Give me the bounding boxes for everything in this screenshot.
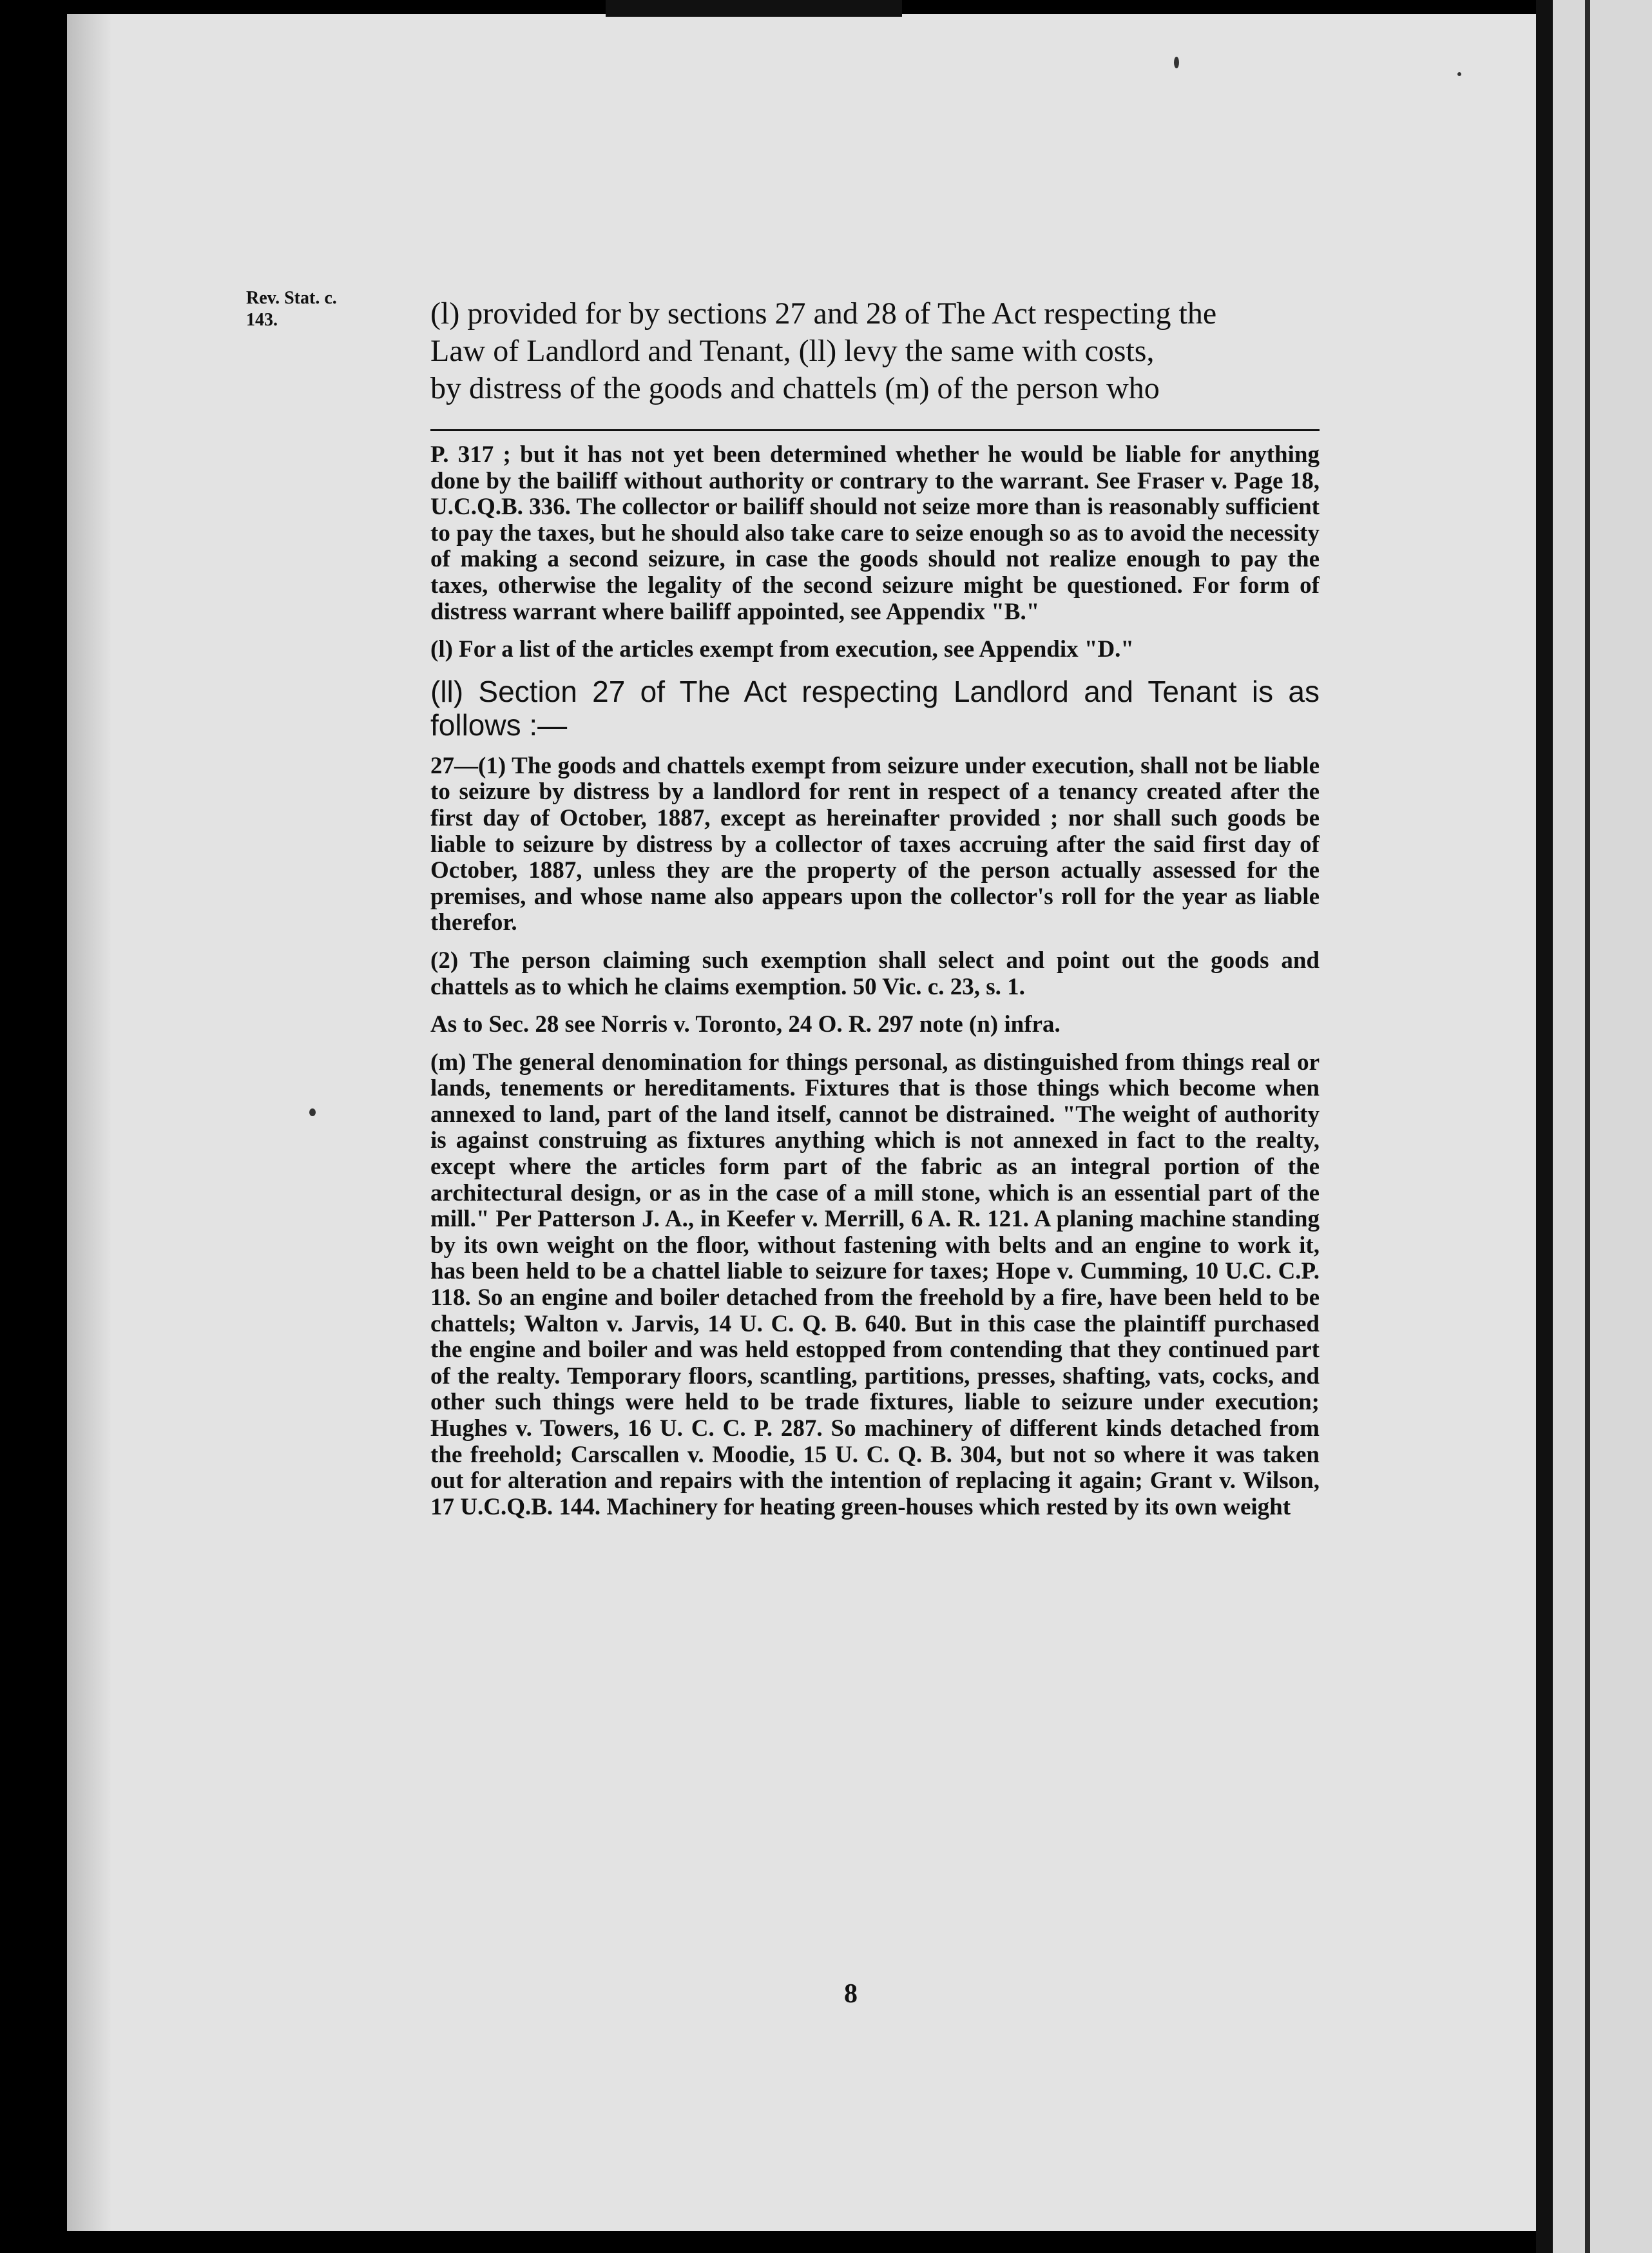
section-28-note: As to Sec. 28 see Norris v. Toronto, 24 O. R. 297 note (n) infra.: [430, 1011, 1061, 1038]
adjacent-page-edge: [1585, 0, 1590, 2253]
margin-citation-line-2: 143.: [246, 310, 278, 330]
page-number: 8: [844, 1979, 858, 2009]
statute-line-1: (l) provided for by sections 27 and 28 of The Act respecting the: [430, 296, 1217, 331]
page-gutter-shadow: [67, 14, 112, 2231]
footnote-m: (m) The general denomination for things personal, as distinguished from things real or lands, tenements or hereditaments. Fixtures that is those things which become when annexed to land, part of the land itself, cannot be distrained. "The weight of authority is against construing as fixtures anything which is not annexed in fact to the realty, except where the articles form part of the fabric as an integral portion of the architectural design, or as in the case of a mill stone, which is an essential part of the mill." Per Patterson J. A., in Keefer v. Merrill, 6 A. R. 121. A planing machine standing by its own weight on the floor, without fastening with belts and an engine to work it, has been held to be a chattel liable to seizure for taxes; Hope v. Cumming, 10 U.C. C.P. 118. So an engine and boiler detached from the freehold by a fire, have been held to be chattels; Walton v. Jarvis, 14 U. C. Q. B. 640. But in this case the plaintiff purchased the engine and boiler and was held estopped from contending that they continued part of the realty. Temporary floors, scantling, partitions, presses, shafting, vats, cocks, and other such things were held to be trade fixtures, liable to seizure under execution; Hughes v. Towers, 16 U. C. C. P. 287. So machinery of different kinds detached from the freehold; Carscallen v. Moodie, 15 U. C. Q. B. 304, but not so where it was taken out for alteration and repairs with the intention of replacing it again; Grant v. Wilson, 17 U.C.Q.B. 144. Machinery for heating green-houses which rested by its own weight: [430, 1049, 1320, 1520]
footnote-l: (l) For a list of the articles exempt from execution, see Appendix "D.": [430, 636, 1134, 663]
scan-speck: [1457, 72, 1461, 76]
footnote-continuation: P. 317 ; but it has not yet been determined whether he would be liable for anything done by the bailiff without authority or contrary to the warrant. See Fraser v. Page 18, U.C.Q.B. 336. The collector or bailiff should not seize more than is reasonably sufficient to pay the taxes, but he should also take care to seize enough so as to avoid the necessity of making a second seizure, in case the goods should not realize enough to pay the taxes, otherwise the legality of the second seizure might be questioned. For form of distress warrant where bailiff appointed, see Appendix "B.": [430, 441, 1320, 625]
footnote-ll-heading: (ll) Section 27 of The Act respecting Landlord and Tenant is as follows :—: [430, 674, 1320, 742]
scan-right-border: [1536, 0, 1553, 2253]
scan-speck: [1174, 57, 1179, 68]
scan-speck: [309, 1108, 316, 1116]
section-27-subsection-2: (2) The person claiming such exemption shall select and point out the goods and chattels as to which he claims exemption. 50 Vic. c. 23, s. 1.: [430, 947, 1320, 1000]
statute-line-3: by distress of the goods and chattels (m) of the person who: [430, 371, 1160, 405]
margin-citation-line-1: Rev. Stat. c.: [246, 288, 337, 308]
scan-top-edge: [606, 0, 902, 17]
footnotes: [430, 442, 1320, 1532]
statute-line-2: Law of Landlord and Tenant, (ll) levy the same with costs,: [430, 334, 1155, 368]
section-27-subsection-1: 27—(1) The goods and chattels exempt from seizure under execution, shall not be liable to seizure by distress by a landlord for rent in respect of a tenancy created after the first day of October, 1887, except as hereinafter provided ; nor shall such goods be liable to seizure by distress by a collector of taxes accruing after the said first day of October, 1887, unless they are the property of the person actually assessed for the premises, and whose name also appears upon the collector's roll for the year as liable therefor.: [430, 752, 1320, 936]
footnote-divider: [430, 429, 1320, 431]
adjacent-page-strip: [1553, 0, 1652, 2253]
statute-text: [430, 295, 1320, 407]
margin-citation: [246, 287, 394, 331]
